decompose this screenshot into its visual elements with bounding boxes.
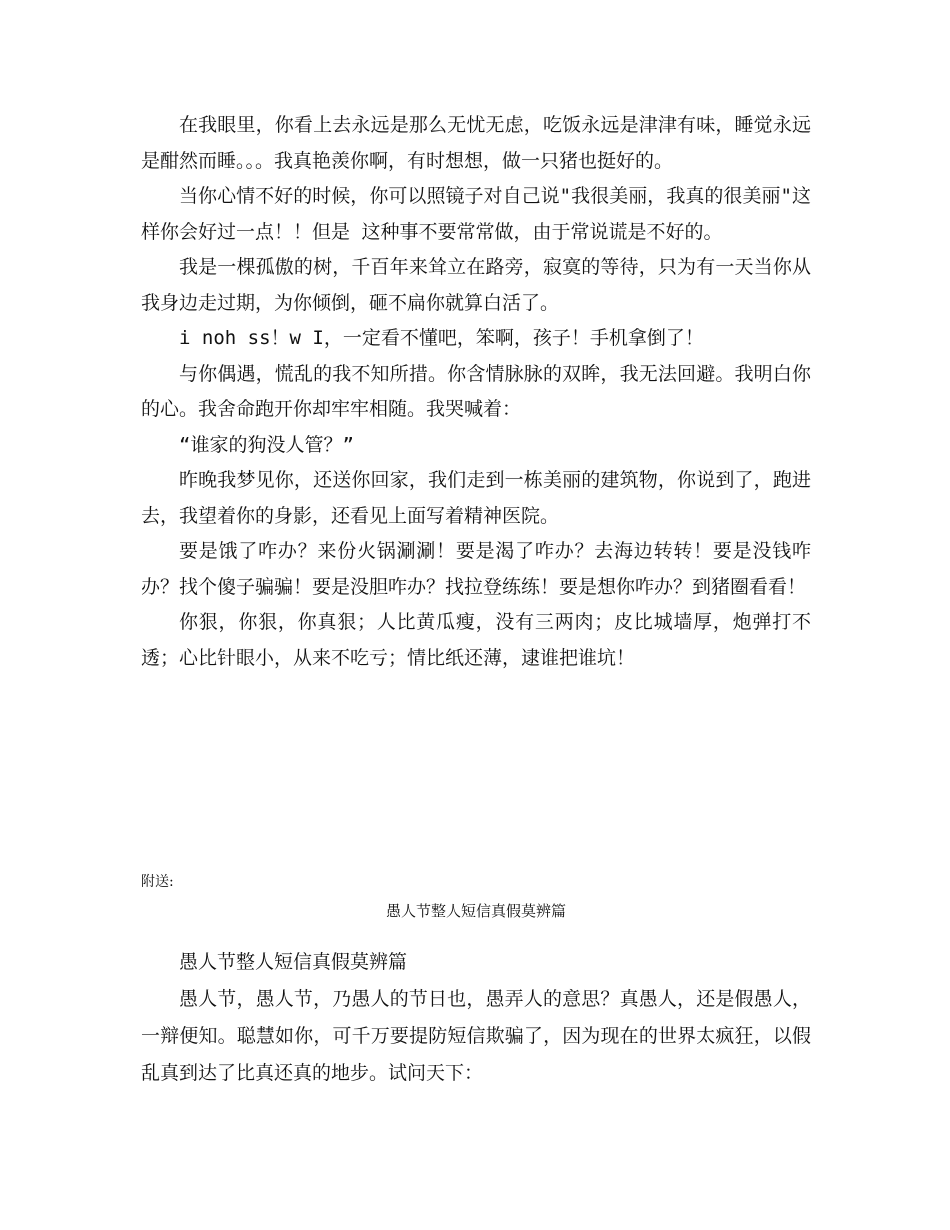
- main-text: [141, 108, 811, 676]
- paragraph: “谁家的狗没人管？”: [179, 433, 354, 456]
- paragraph: i noh ss！w I，一定看不懂吧，笨啊，孩子！手机拿倒了！: [179, 327, 704, 349]
- paragraph: 你狠，你狠，你真狠；人比黄瓜瘦，没有三两肉；皮比城墙厚，炮弹打不透；心比针眼小，从来不吃亏；情比纸还薄，逮谁把谁坑！: [141, 611, 811, 669]
- paragraph: 当你心情不好的时候，你可以照镜子对自己说"我很美丽，我真的很美丽"这样你会好过一点！！但是 这种事不要常常做，由于常说谎是不好的。: [141, 185, 811, 243]
- appendix-title: 愚人节整人短信真假莫辨篇: [385, 902, 566, 920]
- paragraph: 昨晚我梦见你，还送你回家，我们走到一栋美丽的建筑物，你说到了，跑进去，我望着你的身影，还看见上面写着精神医院。: [141, 469, 811, 527]
- paragraph: 愚人节，愚人节，乃愚人的节日也，愚弄人的意思？真愚人，还是假愚人，一辩便知。聪慧如你，可千万要提防短信欺骗了，因为现在的世界太疯狂，以假乱真到达了比真还真的地步。试问天下：: [141, 988, 811, 1084]
- appendix-text: [141, 944, 811, 1092]
- appendix-label: 附送:: [141, 874, 174, 890]
- paragraph: 愚人节整人短信真假莫辨篇: [179, 951, 408, 973]
- paragraph: 要是饿了咋办？来份火锅涮涮！要是渴了咋办？去海边转转！要是没钱咋办？找个傻子骗骗！要是没胆咋办？找拉登练练！要是想你咋办？到猪圈看看！: [141, 540, 811, 598]
- paragraph: 与你偶遇，慌乱的我不知所措。你含情脉脉的双眸，我无法回避。我明白你的心。我舍命跑开你却牢牢相随。我哭喊着：: [141, 362, 811, 420]
- paragraph: 我是一棵孤傲的树，千百年来耸立在路旁，寂寞的等待，只为有一天当你从我身边走过期，为你倾倒，砸不扁你就算白活了。: [141, 256, 811, 314]
- paragraph: 在我眼里，你看上去永远是那么无忧无虑，吃饭永远是津津有味，睡觉永远是酣然而睡。。。我真艳羡你啊，有时想想，做一只猪也挺好的。: [141, 114, 811, 172]
